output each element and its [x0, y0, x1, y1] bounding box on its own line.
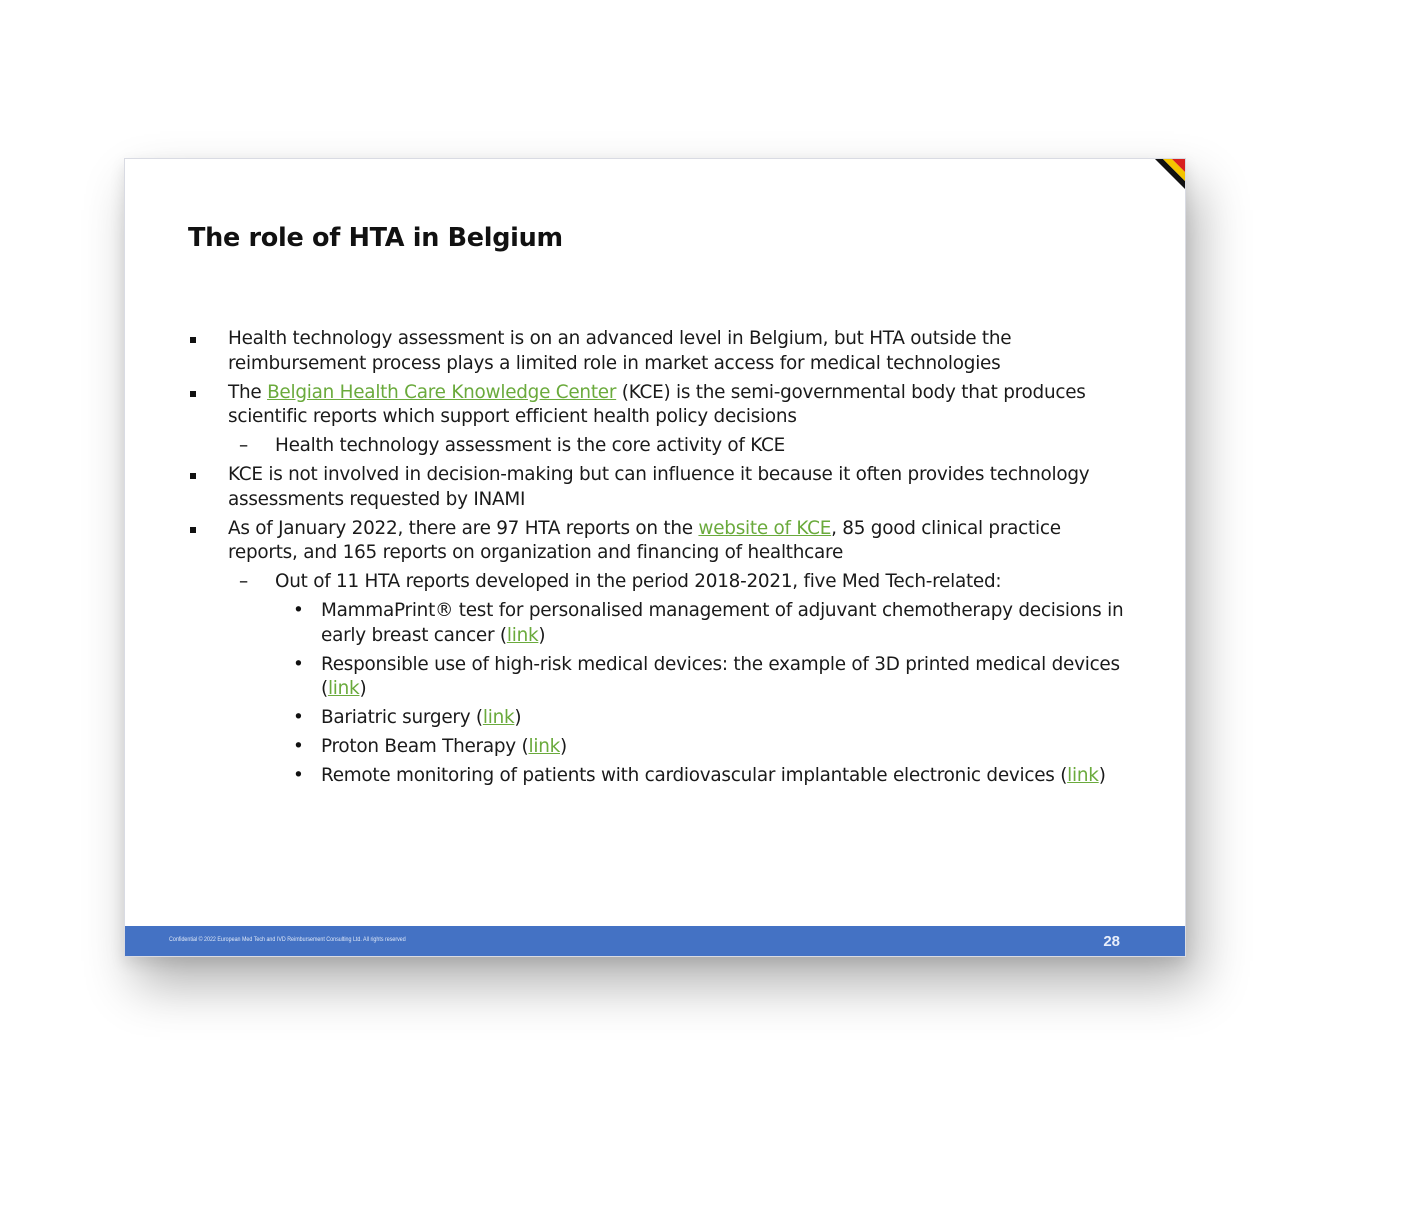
square-bullet-icon [190, 527, 196, 533]
square-bullet-icon [190, 473, 196, 479]
report-link[interactable]: link [327, 678, 360, 699]
bullet-text: , 85 good clinical practice reports, and 165 reports on organization and financing of healthcare [228, 517, 1061, 563]
bullet-text: Health technology assessment is on an advanced level in Belgium, but HTA outside the reimbursement process plays a limited role in market access for medical technologies [228, 328, 1012, 374]
report-link[interactable]: link [528, 736, 560, 757]
dash-bullet-icon: – [239, 571, 248, 592]
dot-bullet-icon: • [293, 765, 304, 786]
report-item-remote-monitoring [188, 764, 1128, 789]
report-link[interactable]: link [1067, 765, 1099, 786]
bullet-text: As of January 2022, there are 97 HTA reports on the [228, 517, 699, 539]
bullet-report-counts [188, 517, 1128, 566]
report-item-mammaprint [188, 599, 1128, 648]
dash-bullet-icon: – [239, 435, 248, 456]
dot-bullet-icon: • [293, 736, 304, 757]
bullet-kce-influence [188, 463, 1128, 512]
report-text-close: ) [1098, 765, 1106, 786]
report-link[interactable]: link [506, 624, 539, 646]
bullet-list [188, 327, 1128, 793]
report-text: Remote monitoring of patients with cardiovascular implantable electronic devices ( [321, 765, 1068, 786]
dot-bullet-icon: • [293, 600, 304, 621]
bullet-kce-body [188, 381, 1128, 430]
report-text: Bariatric surgery ( [321, 707, 483, 728]
slide [124, 158, 1186, 957]
report-text-close: ) [538, 624, 546, 646]
report-text-close: ) [560, 736, 567, 757]
website-kce-link[interactable]: website of KCE [698, 517, 832, 539]
report-text: MammaPrint® test for personalised management of adjuvant chemotherapy decisions in early breast cancer ( [321, 600, 1124, 646]
report-item-proton-beam [188, 735, 1128, 760]
dot-bullet-icon: • [293, 653, 304, 675]
report-link[interactable]: link [482, 707, 515, 728]
report-text-close: ) [359, 678, 367, 699]
report-text: Responsible use of high-risk medical devices: the example of 3D printed medical devices ( [321, 653, 1120, 699]
footer-copyright: Confidential © 2022 European Med Tech and IVD Reimbursement Consulting Ltd. All rights reserved [169, 936, 406, 943]
bullet-text: (KCE) is the semi-governmental body that produces scientific reports which support efficient health policy decisions [228, 381, 1086, 427]
page-number: 28 [1103, 933, 1120, 950]
sub-bullet-core-activity [188, 434, 1128, 459]
slide-title: The role of HTA in Belgium [188, 223, 563, 253]
report-text: Proton Beam Therapy ( [321, 736, 529, 757]
report-item-bariatric [188, 706, 1128, 731]
square-bullet-icon [190, 337, 196, 343]
bullet-text: The [228, 381, 268, 403]
bullet-hta-level [188, 327, 1128, 376]
sub-bullet-medtech-reports [188, 570, 1128, 595]
bullet-text: KCE is not involved in decision-making but can influence it because it often provides technology assessments requested by INAMI [228, 464, 1090, 510]
sub-bullet-text: Out of 11 HTA reports developed in the period 2018-2021, five Med Tech-related: [275, 571, 1002, 592]
footer-bar [125, 926, 1185, 956]
sub-bullet-text: Health technology assessment is the core activity of KCE [275, 435, 786, 456]
report-item-3d-printed [188, 653, 1128, 702]
belgian-flag-corner [1141, 159, 1185, 195]
square-bullet-icon [190, 391, 196, 397]
report-text-close: ) [514, 707, 522, 728]
kce-link[interactable]: Belgian Health Care Knowledge Center [267, 381, 617, 403]
dot-bullet-icon: • [293, 707, 304, 728]
